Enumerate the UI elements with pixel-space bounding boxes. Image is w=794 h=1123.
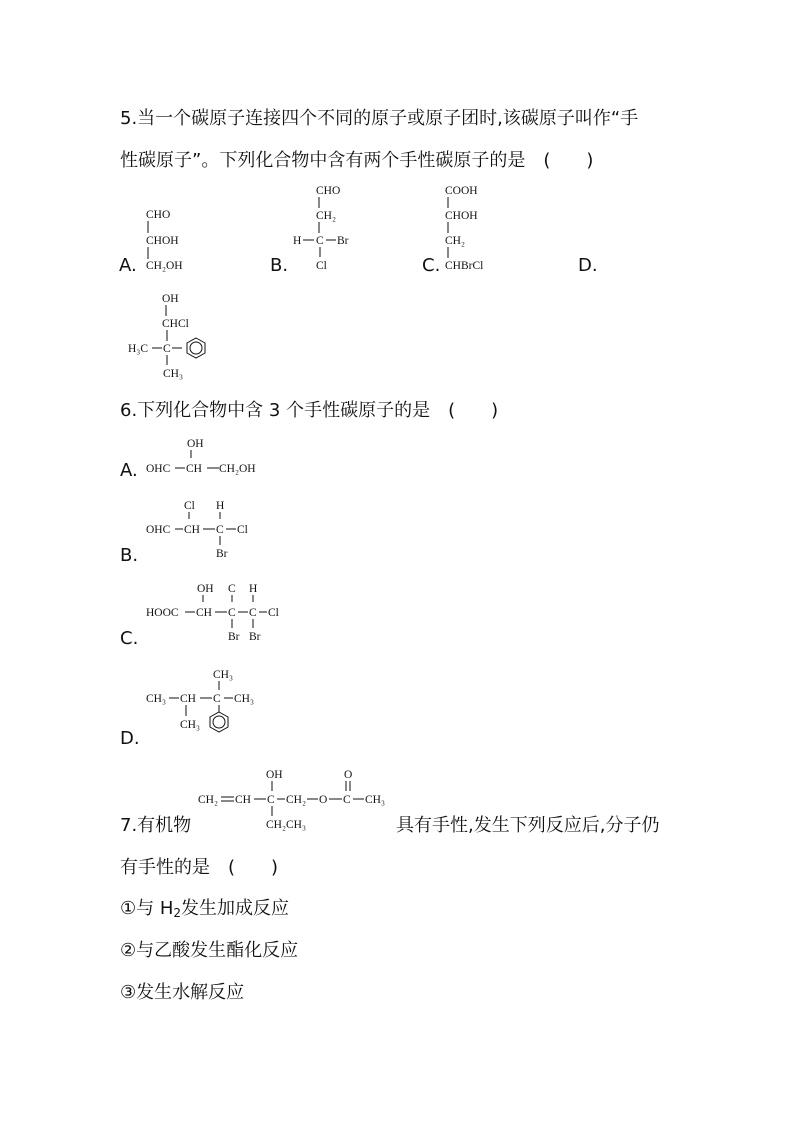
q7-option-1-pre: ①与 H	[120, 898, 174, 919]
q5b-c: C	[316, 235, 324, 247]
q6d-ch3-left: CH₃	[146, 693, 166, 705]
q6c-c-top: C	[228, 583, 236, 595]
q7-ch2b: CH₂	[286, 794, 306, 806]
q7-option-3[interactable]: ③发生水解反应	[120, 982, 245, 1003]
q5b-cl: Cl	[316, 260, 327, 272]
q5c-choh: CHOH	[445, 210, 478, 222]
q5-option-c-structure	[440, 178, 520, 278]
q6a-ch2oh: CH₂OH	[219, 463, 256, 475]
q7-stem-pre: 7.有机物	[120, 815, 192, 836]
q5c-cooh: COOH	[445, 185, 478, 197]
q6c-c2: C	[249, 607, 257, 619]
q5d-oh: OH	[162, 293, 179, 305]
q7-ch2: CH₂	[198, 794, 218, 806]
q6d-ch3-down: CH₃	[180, 719, 200, 731]
q6b-h: H	[216, 500, 225, 512]
q5-option-d-label[interactable]: D.	[578, 255, 598, 276]
q7-option-2[interactable]: ②与乙酸发生酯化反应	[120, 940, 299, 961]
q6c-h: H	[249, 583, 258, 595]
q6a-ohc: OHC	[146, 463, 171, 475]
q5b-cho: CHO	[316, 185, 341, 197]
q6c-cl: Cl	[268, 607, 279, 619]
q7-c2: C	[343, 794, 351, 806]
q6-option-b-structure	[143, 495, 263, 565]
q7-o-top: O	[344, 769, 353, 781]
q5-option-c-label[interactable]: C.	[422, 255, 441, 276]
q6c-br2: Br	[249, 631, 261, 643]
q5b-h: H	[293, 235, 302, 247]
q7-stem-line2: 有手性的是 ( )	[120, 857, 279, 878]
q6b-ch: CH	[184, 524, 200, 536]
q6d-ch: CH	[180, 693, 196, 705]
q7-option-1-post: 发生加成反应	[181, 898, 290, 919]
q6c-c1: C	[228, 607, 236, 619]
q6-option-a-structure	[143, 434, 283, 478]
q7-ch: CH	[235, 794, 251, 806]
q6-option-c-structure	[143, 578, 303, 648]
q5-option-d-structure	[124, 286, 224, 386]
q5-stem-line1: 5.当一个碳原子连接四个不同的原子或原子团时,该碳原子叫作“手	[120, 108, 639, 129]
q7-c: C	[267, 794, 275, 806]
q6b-br: Br	[216, 548, 228, 560]
q6-option-b-label[interactable]: B.	[120, 545, 139, 566]
q5c-ch2: CH₂	[445, 235, 465, 247]
q5a-ch2oh: CH₂OH	[146, 260, 183, 272]
q6a-ch: CH	[186, 463, 202, 475]
q6-option-d-structure	[143, 664, 283, 744]
q5a-cho: CHO	[146, 209, 171, 221]
q5-option-b-structure	[290, 178, 370, 278]
q6d-ch3-right: CH₃	[234, 693, 254, 705]
q7-o: O	[319, 794, 328, 806]
q6b-cl-right: Cl	[237, 524, 248, 536]
q5c-chbrcl: CHBrCl	[445, 260, 484, 272]
q5d-chcl: CHCl	[162, 318, 189, 330]
q6-option-d-label[interactable]: D.	[120, 728, 140, 749]
q6-option-a-label[interactable]: A.	[120, 460, 138, 481]
q7-molecule-structure	[196, 764, 396, 836]
q6-option-c-label[interactable]: C.	[120, 628, 139, 649]
q5-option-b-label[interactable]: B.	[270, 255, 289, 276]
q6b-ohc: OHC	[146, 524, 171, 536]
q7-option-1[interactable]	[120, 900, 289, 919]
q6c-hooc: HOOC	[146, 607, 179, 619]
q7-oh: OH	[266, 769, 283, 781]
q5d-h3c: H₃C	[128, 343, 148, 355]
q5a-choh: CHOH	[146, 235, 179, 247]
q6c-ch: CH	[196, 607, 212, 619]
q6d-c: C	[213, 693, 221, 705]
q5-option-a-structure	[140, 204, 200, 274]
q6a-oh: OH	[187, 438, 204, 450]
q5-option-a-label[interactable]: A.	[119, 255, 137, 276]
q7-ch3: CH₃	[365, 794, 385, 806]
q5d-c: C	[163, 343, 171, 355]
q5-stem-line2: 性碳原子”。下列化合物中含有两个手性碳原子的是 ( )	[120, 150, 594, 171]
q7-ch2ch3: CH₂CH₃	[266, 819, 306, 831]
q6d-ch3-top: CH₃	[213, 669, 233, 681]
q7-option-1-sub: 2	[173, 906, 182, 920]
q5b-br: Br	[337, 235, 349, 247]
q5b-ch2: CH₂	[316, 210, 336, 222]
q6b-c: C	[216, 524, 224, 536]
q6c-oh: OH	[197, 583, 214, 595]
q6-stem: 6.下列化合物中含 3 个手性碳原子的是 ( )	[120, 400, 499, 421]
q5d-ch3: CH₃	[163, 368, 183, 380]
q7-stem-post: 具有手性,发生下列反应后,分子仍	[396, 815, 660, 836]
q6b-cl-top: Cl	[184, 500, 195, 512]
q6c-br1: Br	[228, 631, 240, 643]
